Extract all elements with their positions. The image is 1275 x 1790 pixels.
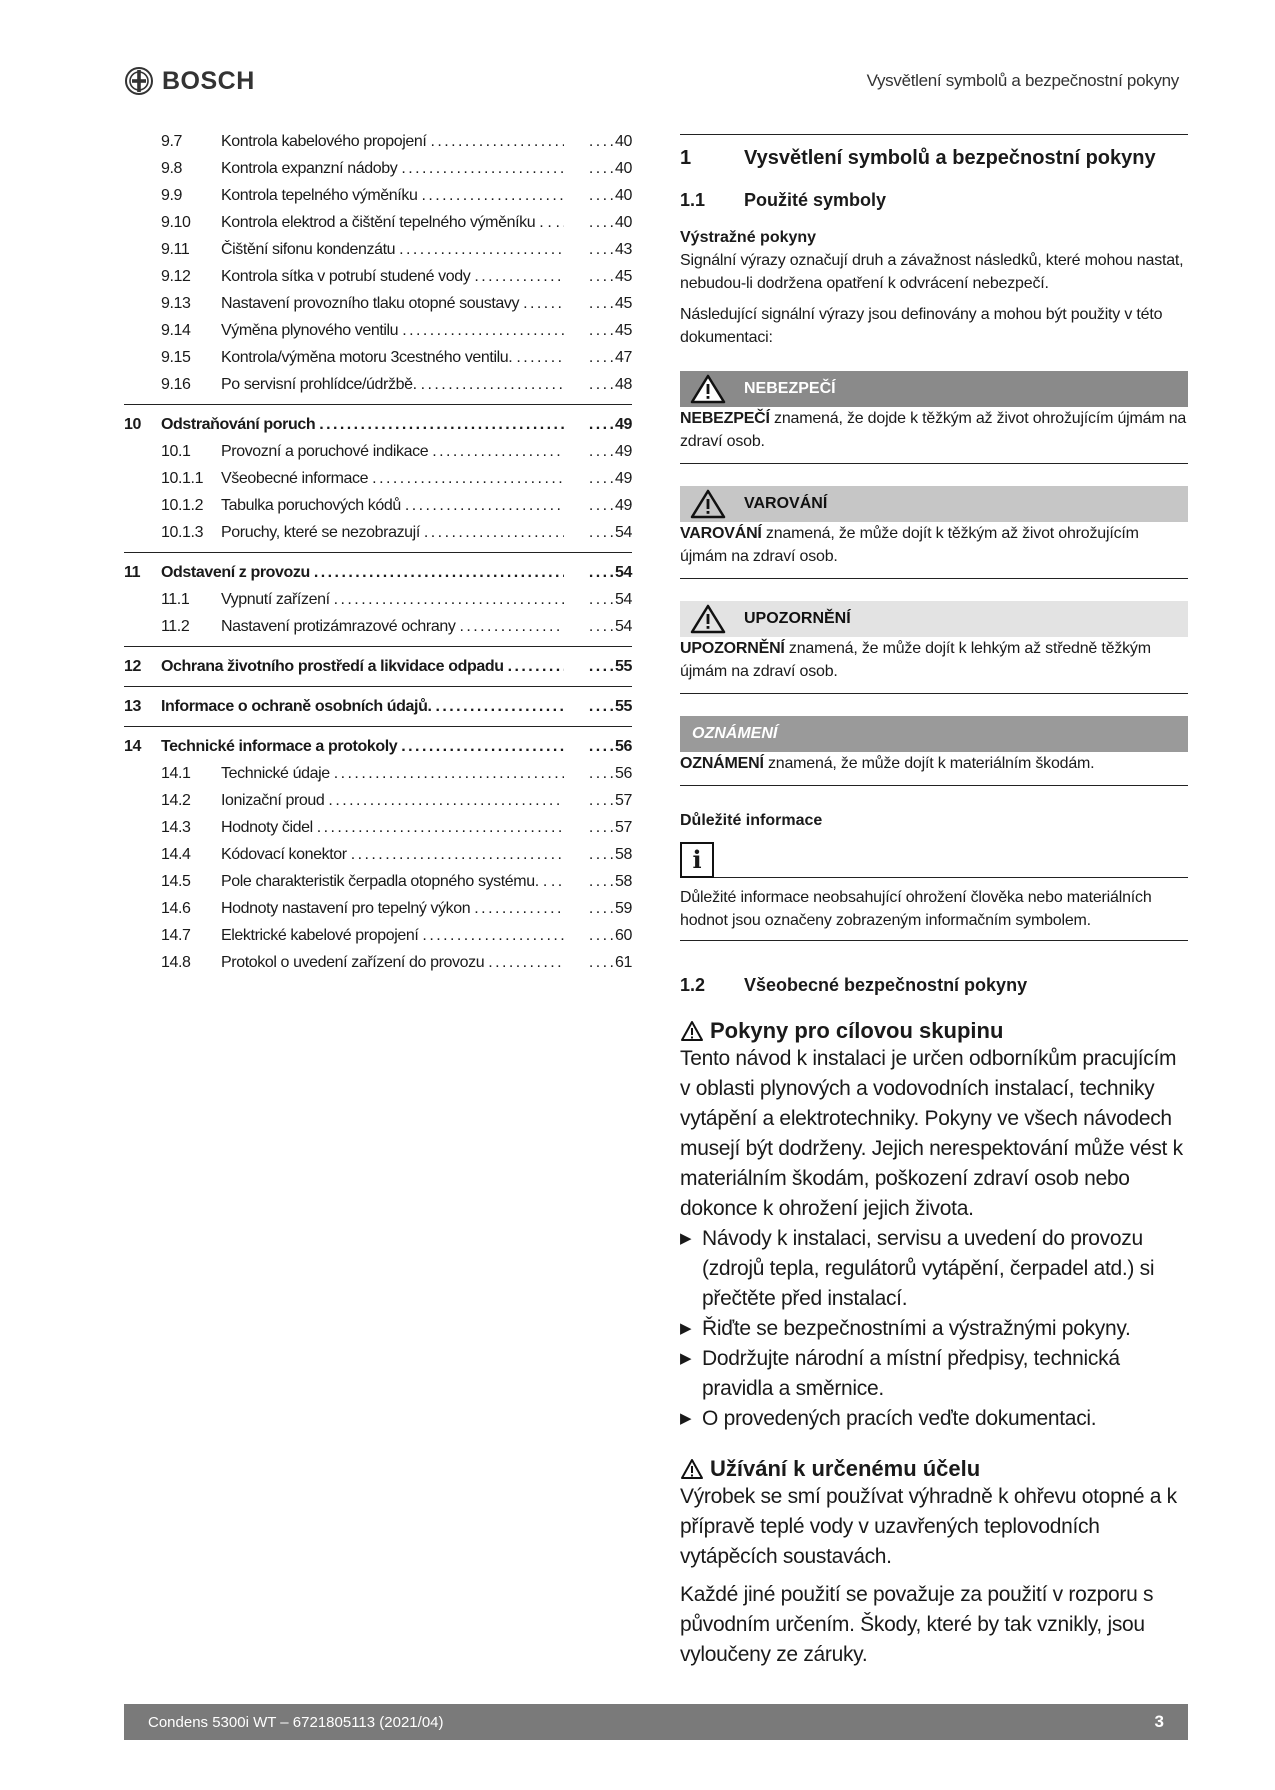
toc-number: 9.9 <box>161 187 183 204</box>
toc-number: 9.16 <box>161 376 191 393</box>
toc-entry-row[interactable] <box>124 317 632 344</box>
toc-leader <box>551 868 564 895</box>
warnings-paragraph-1: Signální výrazy označují druh a závažnost následků, které mohou nastat, nebudou-li dodržena opatření k odvrácení nebezpečí. <box>680 252 1184 292</box>
bullet-arrow-icon: ▶ <box>680 1350 692 1367</box>
toc-title: Odstraňování poruch <box>161 416 316 433</box>
danger-label: NEBEZPEČÍ <box>744 380 836 397</box>
toc-chapter-row[interactable] <box>124 653 632 680</box>
bullet-arrow-icon: ▶ <box>680 1230 692 1247</box>
toc-page: . . . . 58 <box>570 841 632 868</box>
bosch-logo <box>124 64 255 98</box>
table-of-contents <box>124 128 632 976</box>
toc-number: 14.8 <box>161 954 191 971</box>
instruction-item <box>680 1404 1188 1434</box>
warning-triangle-icon <box>690 488 730 520</box>
footer-document-id: Condens 5300i WT – 6721805113 (2021/04) <box>148 1713 444 1731</box>
instruction-text: Řiďte se bezpečnostními a výstražnými pokyny. <box>702 1317 1131 1340</box>
toc-leader <box>459 613 564 640</box>
bosch-armature-icon <box>124 66 154 96</box>
toc-title: Čištění sifonu kondenzátu <box>221 241 396 258</box>
warning-description: znamená, že může dojít k těžkým až život ohrožujícím újmám na zdraví osob. <box>680 525 1139 565</box>
toc-page: . . . . 48 <box>570 371 632 398</box>
toc-title: Hodnoty čidel <box>221 819 313 836</box>
toc-entry-row[interactable] <box>124 492 632 519</box>
toc-number: 14 <box>124 738 141 755</box>
toc-title: Kontrola expanzní nádoby <box>221 160 398 177</box>
section-title: Vysvětlení symbolů a bezpečnostní pokyny <box>744 147 1156 169</box>
toc-title: Kontrola tepelného výměníku <box>221 187 418 204</box>
toc-page: . . . . 40 <box>570 128 632 155</box>
toc-number: 9.13 <box>161 295 191 312</box>
notice-description: znamená, že může dojít k materiálním škodám. <box>763 755 1095 772</box>
warning-label: VAROVÁNÍ <box>744 495 828 512</box>
toc-number: 9.7 <box>161 133 183 150</box>
toc-leader <box>401 155 564 182</box>
toc-entry-row[interactable] <box>124 236 632 263</box>
warning-triangle-icon <box>690 603 730 635</box>
instruction-list <box>680 1224 1188 1434</box>
toc-page: . . . . 45 <box>570 317 632 344</box>
toc-leader <box>401 733 564 760</box>
page-number: 3 <box>1154 1712 1164 1731</box>
subsection-heading-1-2 <box>680 975 1188 996</box>
page-header-title: Vysvětlení symbolů a bezpečnostní pokyny <box>866 71 1179 90</box>
toc-page: . . . . 57 <box>570 787 632 814</box>
toc-leader <box>432 438 564 465</box>
toc-number: 11 <box>124 564 141 581</box>
toc-number: 9.14 <box>161 322 191 339</box>
toc-leader <box>523 290 564 317</box>
toc-entry-row[interactable] <box>124 841 632 868</box>
info-heading: Důležité informace <box>680 812 823 829</box>
toc-number: 9.12 <box>161 268 191 285</box>
notice-word: OZNÁMENÍ <box>680 755 764 772</box>
toc-chapter-row[interactable] <box>124 733 632 760</box>
toc-title: Nastavení protizámrazové ochrany <box>221 618 456 635</box>
toc-page: . . . . 59 <box>570 895 632 922</box>
subsection-number: 1.1 <box>680 190 706 210</box>
instruction-item <box>680 1344 1188 1404</box>
toc-title: Kódovací konektor <box>221 846 347 863</box>
toc-title: Protokol o uvedení zařízení do provozu <box>221 954 485 971</box>
toc-number: 10.1.2 <box>161 497 204 514</box>
toc-title: Pole charakteristik čerpadla otopného systému. . <box>221 873 547 890</box>
toc-page: . . . . 57 <box>570 814 632 841</box>
toc-entry-row[interactable] <box>124 787 632 814</box>
toc-entry-row[interactable] <box>124 760 632 787</box>
toc-leader <box>421 182 564 209</box>
toc-leader <box>399 236 564 263</box>
toc-group <box>124 404 632 546</box>
toc-entry-row[interactable] <box>124 465 632 492</box>
toc-entry-row[interactable] <box>124 182 632 209</box>
info-text: Důležité informace neobsahující ohrožení člověka nebo materiálních hodnot jsou označeny zobrazeným informačním symbolem. <box>680 878 1188 941</box>
toc-entry-row[interactable] <box>124 155 632 182</box>
toc-leader <box>317 814 564 841</box>
toc-entry-row[interactable] <box>124 814 632 841</box>
toc-number: 9.11 <box>161 241 190 258</box>
warning-triangle-icon <box>690 373 730 405</box>
toc-title: Kontrola sítka v potrubí studené vody <box>221 268 471 285</box>
subsection-title: Použité symboly <box>744 190 887 210</box>
toc-title: Kontrola kabelového propojení <box>221 133 427 150</box>
toc-page: . . . . 49 <box>570 438 632 465</box>
toc-entry-row[interactable] <box>124 922 632 949</box>
caution-description: znamená, že může dojít k lehkým až středně těžkým újmám na zdraví osob. <box>680 640 1151 680</box>
toc-entry-row[interactable] <box>124 290 632 317</box>
toc-title: Hodnoty nastavení pro tepelný výkon <box>221 900 471 917</box>
toc-group <box>124 552 632 640</box>
toc-group <box>124 646 632 680</box>
instruction-text: O provedených pracích veďte dokumentaci. <box>702 1407 1097 1430</box>
toc-number: 14.1 <box>161 765 191 782</box>
toc-entry-row[interactable] <box>124 586 632 613</box>
toc-title: Kontrola/výměna motoru 3cestného ventilu. <box>221 349 513 366</box>
toc-entry-row[interactable] <box>124 868 632 895</box>
toc-leader <box>436 693 565 720</box>
toc-page: . . . . 40 <box>570 209 632 236</box>
toc-page: . . . . 55 <box>570 693 632 720</box>
toc-number: 10 <box>124 416 141 433</box>
danger-bar <box>680 371 1188 407</box>
instruction-text: Návody k instalaci, servisu a uvedení do provozu (zdrojů tepla, regulátorů vytápění, čerpadel atd.) si přečtěte před instalací. <box>702 1227 1155 1310</box>
toc-number: 9.10 <box>161 214 191 231</box>
caution-word: UPOZORNĚNÍ <box>680 640 785 657</box>
warning-bar <box>680 486 1188 522</box>
instruction-text: Dodržujte národní a místní předpisy, technická pravidla a směrnice. <box>702 1347 1120 1400</box>
toc-page: . . . . 45 <box>570 263 632 290</box>
toc-leader <box>319 411 564 438</box>
toc-title: Ionizační proud <box>221 792 325 809</box>
toc-page: . . . . 40 <box>570 155 632 182</box>
bullet-arrow-icon: ▶ <box>680 1410 692 1427</box>
toc-leader <box>422 922 564 949</box>
toc-title: Elektrické kabelové propojení <box>221 927 419 944</box>
toc-title: Výměna plynového ventilu <box>221 322 399 339</box>
toc-page: . . . . 56 <box>570 760 632 787</box>
target-group-text: Tento návod k instalaci je určen odborníkům pracujícím v oblasti plynových a vodovodních instalací, techniky vytápění a elektrotechniky. Pokyny ve všech návodech musejí být dodrženy. Jejich nerespektování může vést k materiálním škodám, poškození zdraví osob nebo dokonce k ohrožení jejich života. <box>680 1047 1183 1220</box>
intended-use-heading <box>680 1456 1188 1482</box>
toc-leader <box>474 895 564 922</box>
toc-page: . . . . 54 <box>570 519 632 546</box>
toc-page: . . . . 58 <box>570 868 632 895</box>
caution-label: UPOZORNĚNÍ <box>744 610 851 627</box>
toc-page: . . . . 43 <box>570 236 632 263</box>
toc-title: Odstavení z provozu <box>161 564 310 581</box>
toc-title: Technické informace a protokoly <box>161 738 398 755</box>
toc-chapter-row[interactable] <box>124 693 632 720</box>
toc-leader <box>405 492 564 519</box>
toc-chapter-row[interactable] <box>124 411 632 438</box>
toc-title: Vypnutí zařízení <box>221 591 330 608</box>
toc-entry-row[interactable] <box>124 949 632 976</box>
toc-number: 14.2 <box>161 792 191 809</box>
bullet-arrow-icon: ▶ <box>680 1320 692 1337</box>
toc-entry-row[interactable] <box>124 128 632 155</box>
toc-page: . . . . 40 <box>570 182 632 209</box>
toc-title: Technické údaje <box>221 765 330 782</box>
section-number: 1 <box>680 147 692 169</box>
toc-leader <box>314 559 564 586</box>
toc-number: 11.2 <box>161 618 190 635</box>
info-icon-row <box>680 842 1188 878</box>
toc-title: Informace o ochraně osobních údajů. <box>161 698 432 715</box>
toc-number: 9.8 <box>161 160 183 177</box>
toc-number: 14.5 <box>161 873 191 890</box>
danger-text <box>680 407 1188 464</box>
toc-page: . . . . 60 <box>570 922 632 949</box>
toc-number: 11.1 <box>161 591 190 608</box>
warnings-paragraph-2: Následující signální výrazy jsou definovány a mohou být použity v této dokumentaci: <box>680 306 1163 346</box>
toc-leader <box>334 586 564 613</box>
toc-chapter-row[interactable] <box>124 559 632 586</box>
toc-group <box>124 726 632 976</box>
intended-use-paragraph-1: Výrobek se smí používat výhradně k ohřevu otopné a k přípravě teplé vody v uzavřených teplovodních vytápěcích soustavách. <box>680 1485 1177 1568</box>
toc-number: 9.15 <box>161 349 191 366</box>
toc-leader <box>402 317 564 344</box>
warnings-heading: Výstražné pokyny <box>680 229 817 246</box>
toc-leader <box>372 465 564 492</box>
toc-leader <box>328 787 564 814</box>
info-icon: i <box>680 842 714 878</box>
toc-number: 10.1 <box>161 443 191 460</box>
page-footer <box>124 1704 1188 1740</box>
toc-page: . . . . 61 <box>570 949 632 976</box>
caution-bar <box>680 601 1188 637</box>
danger-word: NEBEZPEČÍ <box>680 410 770 427</box>
toc-leader <box>430 128 564 155</box>
toc-entry-row[interactable] <box>124 209 632 236</box>
danger-description: znamená, že dojde k těžkým až život ohrožujícím újmám na zdraví osob. <box>680 410 1187 450</box>
toc-title: Kontrola elektrod a čištění tepelného výměníku . . <box>221 214 552 231</box>
toc-title: Ochrana životního prostředí a likvidace odpadu <box>161 658 504 675</box>
toc-title: Poruchy, které se nezobrazují <box>221 524 420 541</box>
toc-leader <box>424 519 564 546</box>
toc-page: . . . . 55 <box>570 653 632 680</box>
toc-page: . . . . 54 <box>570 559 632 586</box>
brand-name: BOSCH <box>162 66 255 95</box>
caution-text <box>680 637 1188 694</box>
toc-page: . . . . 49 <box>570 465 632 492</box>
toc-entry-row[interactable] <box>124 613 632 640</box>
toc-entry-row[interactable] <box>124 371 632 398</box>
toc-page: . . . . 47 <box>570 344 632 371</box>
toc-leader <box>508 653 564 680</box>
section-1 <box>680 128 1188 1670</box>
toc-title: Nastavení provozního tlaku otopné soustavy <box>221 295 520 312</box>
warning-triangle-icon <box>680 1458 704 1480</box>
intended-use-paragraph-2: Každé jiné použití se považuje za použití v rozporu s původním určením. Škody, které by tak vznikly, jsou vyloučeny ze záruky. <box>680 1583 1154 1666</box>
target-group-title: Pokyny pro cílovou skupinu <box>710 1018 1004 1043</box>
toc-number: 14.4 <box>161 846 191 863</box>
warning-word: VAROVÁNÍ <box>680 525 762 542</box>
toc-page: . . . . 54 <box>570 613 632 640</box>
subsection-heading-1-1 <box>680 190 1188 211</box>
toc-title: Všeobecné informace <box>221 470 369 487</box>
toc-title: Tabulka poruchových kódů <box>221 497 401 514</box>
toc-entry-row[interactable] <box>124 344 632 371</box>
toc-number: 14.6 <box>161 900 191 917</box>
toc-leader <box>421 371 564 398</box>
toc-title: Provozní a poruchové indikace <box>221 443 429 460</box>
toc-leader <box>474 263 564 290</box>
intended-use-title: Užívání k určenému účelu <box>710 1456 981 1481</box>
toc-page: . . . . 49 <box>570 411 632 438</box>
toc-entry-row[interactable] <box>124 438 632 465</box>
toc-leader <box>516 344 564 371</box>
toc-entry-row[interactable] <box>124 895 632 922</box>
toc-leader <box>488 949 564 976</box>
toc-number: 12 <box>124 658 141 675</box>
toc-number: 10.1.1 <box>161 470 204 487</box>
notice-bar <box>680 716 1188 752</box>
toc-entry-row[interactable] <box>124 263 632 290</box>
notice-text <box>680 752 1188 786</box>
toc-page: . . . . 54 <box>570 586 632 613</box>
toc-title: Po servisní prohlídce/údržbě. <box>221 376 417 393</box>
toc-group <box>124 128 632 398</box>
instruction-item <box>680 1224 1188 1314</box>
toc-page: . . . . 49 <box>570 492 632 519</box>
toc-number: 14.7 <box>161 927 191 944</box>
toc-page: . . . . 56 <box>570 733 632 760</box>
warning-text <box>680 522 1188 579</box>
toc-leader <box>555 209 564 236</box>
toc-leader <box>351 841 564 868</box>
toc-leader <box>334 760 564 787</box>
toc-page: . . . . 45 <box>570 290 632 317</box>
toc-number: 14.3 <box>161 819 191 836</box>
toc-entry-row[interactable] <box>124 519 632 546</box>
toc-group <box>124 686 632 720</box>
toc-number: 13 <box>124 698 141 715</box>
subsection-number: 1.2 <box>680 975 706 995</box>
instruction-item <box>680 1314 1188 1344</box>
section-heading <box>680 134 1188 170</box>
warning-triangle-icon <box>680 1020 704 1042</box>
subsection-title: Všeobecné bezpečnostní pokyny <box>744 975 1028 995</box>
target-group-heading <box>680 1018 1188 1044</box>
toc-number: 10.1.3 <box>161 524 204 541</box>
notice-label: OZNÁMENÍ <box>692 725 778 742</box>
